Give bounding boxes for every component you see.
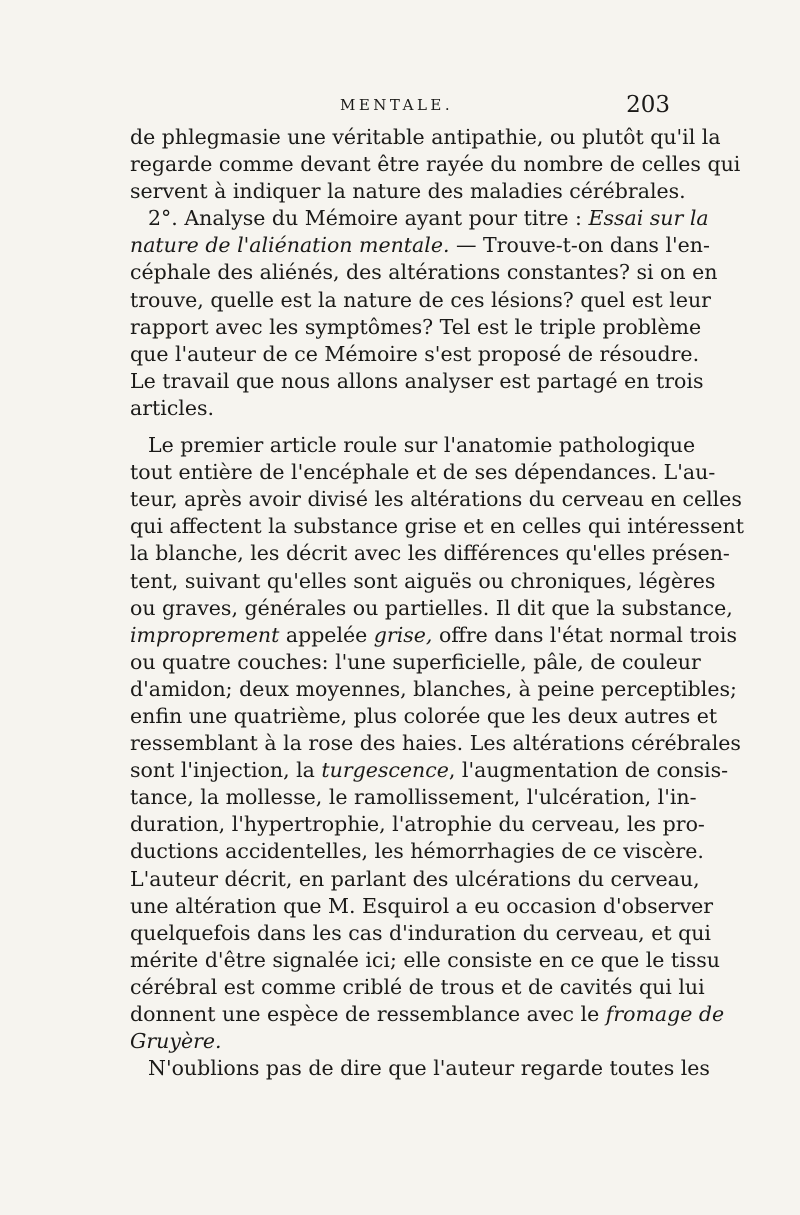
text-line: enfin une quatrième, plus colorée que les deux autres et xyxy=(130,703,718,728)
text-line: trouve, quelle est la nature de ces lésions? quel est leur xyxy=(130,287,711,312)
text-line: une altération que M. Esquirol a eu occasion d'observer xyxy=(130,893,714,918)
text-line: nature de l'aliénation mentale. — Trouve-t-on dans l'en- xyxy=(130,233,710,258)
text-line: tance, la mollesse, le ramollissement, l'ulcération, l'in- xyxy=(130,785,697,810)
text-line: rapport avec les symptômes? Tel est le triple problème xyxy=(130,314,702,339)
text-line: d'amidon; deux moyennes, blanches, à peine perceptibles; xyxy=(130,676,737,701)
text-line: L'auteur décrit, en parlant des ulcérations du cerveau, xyxy=(130,866,700,891)
text-line: ou graves, générales ou partielles. Il dit que la substance, xyxy=(130,595,733,620)
page-header xyxy=(130,92,670,124)
text-line: Gruyère. xyxy=(130,1029,222,1054)
text-line: 2°. Analyse du Mémoire ayant pour titre : Essai sur la xyxy=(148,206,709,231)
text-line: tout entière de l'encéphale et de ses dépendances. L'au- xyxy=(130,460,716,485)
text-line: ductions accidentelles, les hémorrhagies de ce viscère. xyxy=(130,839,704,864)
text-line: servent à indiquer la nature des maladies cérébrales. xyxy=(130,179,686,204)
text-line: Le travail que nous allons analyser est partagé en trois xyxy=(130,368,704,393)
text-line: sont l'injection, la turgescence, l'augmentation de consis- xyxy=(130,758,729,783)
text-line: mérite d'être signalée ici; elle consiste en ce que le tissu xyxy=(130,947,720,972)
text-line: tent, suivant qu'elles sont aiguës ou chroniques, légères xyxy=(130,568,716,593)
paragraph-premier-article xyxy=(130,432,744,1055)
text-line: articles. xyxy=(130,395,215,420)
text-line: teur, après avoir divisé les altérations du cerveau en celles xyxy=(130,487,742,512)
text-line: que l'auteur de ce Mémoire s'est proposé de résoudre. xyxy=(130,341,700,366)
text-line: donnent une espèce de ressemblance avec le fromage de xyxy=(130,1002,725,1026)
body-text xyxy=(130,124,744,1082)
text-line: qui affectent la substance grise et en celles qui intéressent xyxy=(130,514,744,539)
text-line: regarde comme devant être rayée du nombre de celles qui xyxy=(130,152,741,177)
text-line: ressemblant à la rose des haies. Les altérations cérébrales xyxy=(130,731,741,756)
text-line: céphale des aliénés, des altérations constantes? si on en xyxy=(130,260,718,285)
text-line: N'oublions pas de dire que l'auteur regarde toutes les xyxy=(148,1056,710,1081)
text-line: improprement appelée grise, offre dans l'état normal trois xyxy=(130,622,737,647)
paragraph-noublions xyxy=(130,1055,710,1082)
text-line: ou quatre couches: l'une superficielle, pâle, de couleur xyxy=(130,649,701,674)
text-line: Le premier article roule sur l'anatomie pathologique xyxy=(148,433,696,458)
paragraph-continuation xyxy=(130,124,741,205)
page-number: 203 xyxy=(626,92,670,118)
running-title: MENTALE. xyxy=(340,96,454,114)
text-line: quelquefois dans les cas d'induration du cerveau, et qui xyxy=(130,920,711,945)
text-line: de phlegmasie une véritable antipathie, ou plutôt qu'il la xyxy=(130,125,721,149)
text-line: la blanche, les décrit avec les différences qu'elles présen- xyxy=(130,541,730,566)
text-line: duration, l'hypertrophie, l'atrophie du cerveau, les pro- xyxy=(130,812,705,837)
paragraph-analyse xyxy=(130,205,718,422)
text-line: cérébral est comme criblé de trous et de cavités qui lui xyxy=(130,974,705,999)
